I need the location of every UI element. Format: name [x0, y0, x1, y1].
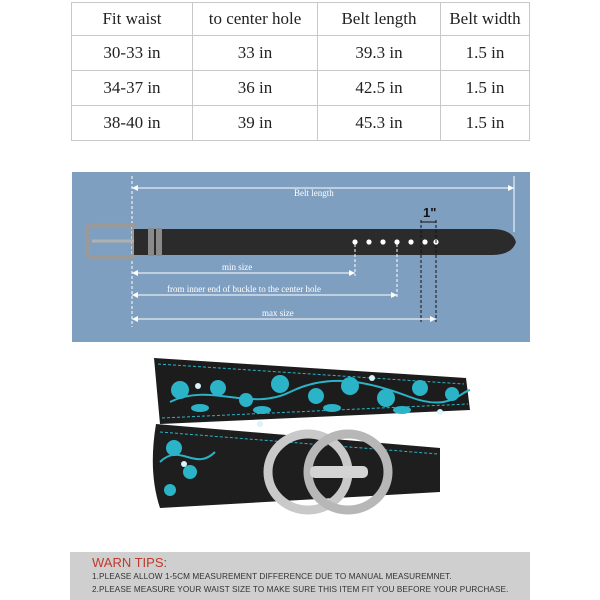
- belt-product-photo: [140, 352, 480, 542]
- warn-tips-box: [70, 552, 530, 600]
- arrow-head: [132, 185, 138, 191]
- warn-tip-line-1: 1.PLEASE ALLOW 1-5CM MEASUREMENT DIFFERENCE DUE TO MANUAL MEASUREMNET.: [92, 572, 452, 581]
- belt-loop: [148, 228, 154, 256]
- header-belt-length: Belt length: [318, 3, 441, 36]
- warn-tip-line-2: 2.PLEASE MEASURE YOUR WAIST SIZE TO MAKE SURE THIS ITEM FIT YOU BEFORE YOUR PURCHASE.: [92, 585, 509, 594]
- table-cell: 1.5 in: [441, 71, 530, 106]
- arrow-head: [349, 270, 355, 276]
- table-cell: 30-33 in: [72, 36, 193, 71]
- arrow-head: [132, 270, 138, 276]
- center-hole-label: from inner end of buckle to the center hole: [167, 284, 321, 294]
- belt-illustration: [140, 352, 480, 542]
- header-center-hole: to center hole: [193, 3, 318, 36]
- belt-length-label: Belt length: [294, 188, 334, 198]
- table-cell: 1.5 in: [441, 36, 530, 71]
- table-row: [72, 36, 530, 71]
- arrow-head: [132, 316, 138, 322]
- table-cell: 45.3 in: [318, 106, 441, 141]
- table-cell: 39 in: [193, 106, 318, 141]
- header-belt-width: Belt width: [441, 3, 530, 36]
- size-table: [71, 2, 530, 141]
- arrow-head: [430, 316, 436, 322]
- table-row: [72, 106, 530, 141]
- belt-hole: [408, 239, 413, 244]
- belt-hole: [366, 239, 371, 244]
- table-header-row: [72, 3, 530, 36]
- table-cell: 36 in: [193, 71, 318, 106]
- arrow-head: [391, 292, 397, 298]
- table-cell: 1.5 in: [441, 106, 530, 141]
- table-cell: 39.3 in: [318, 36, 441, 71]
- max-size-label: max size: [262, 308, 294, 318]
- header-fit-waist: Fit waist: [72, 3, 193, 36]
- table-cell: 34-37 in: [72, 71, 193, 106]
- warn-tips-title: WARN TIPS:: [92, 555, 168, 570]
- table-cell: 33 in: [193, 36, 318, 71]
- table-cell: 38-40 in: [72, 106, 193, 141]
- belt-hole: [422, 239, 427, 244]
- belt-hole: [352, 239, 357, 244]
- belt-strap: [134, 229, 516, 255]
- hole-spacing-label: 1": [423, 205, 437, 220]
- belt-hole: [394, 239, 399, 244]
- belt-loop: [156, 228, 162, 256]
- table-row: [72, 71, 530, 106]
- belt-hole: [380, 239, 385, 244]
- table-cell: 42.5 in: [318, 71, 441, 106]
- belt-measurement-diagram: [72, 172, 530, 342]
- arrow-head: [132, 292, 138, 298]
- min-size-label: min size: [222, 262, 253, 272]
- arrow-head: [508, 185, 514, 191]
